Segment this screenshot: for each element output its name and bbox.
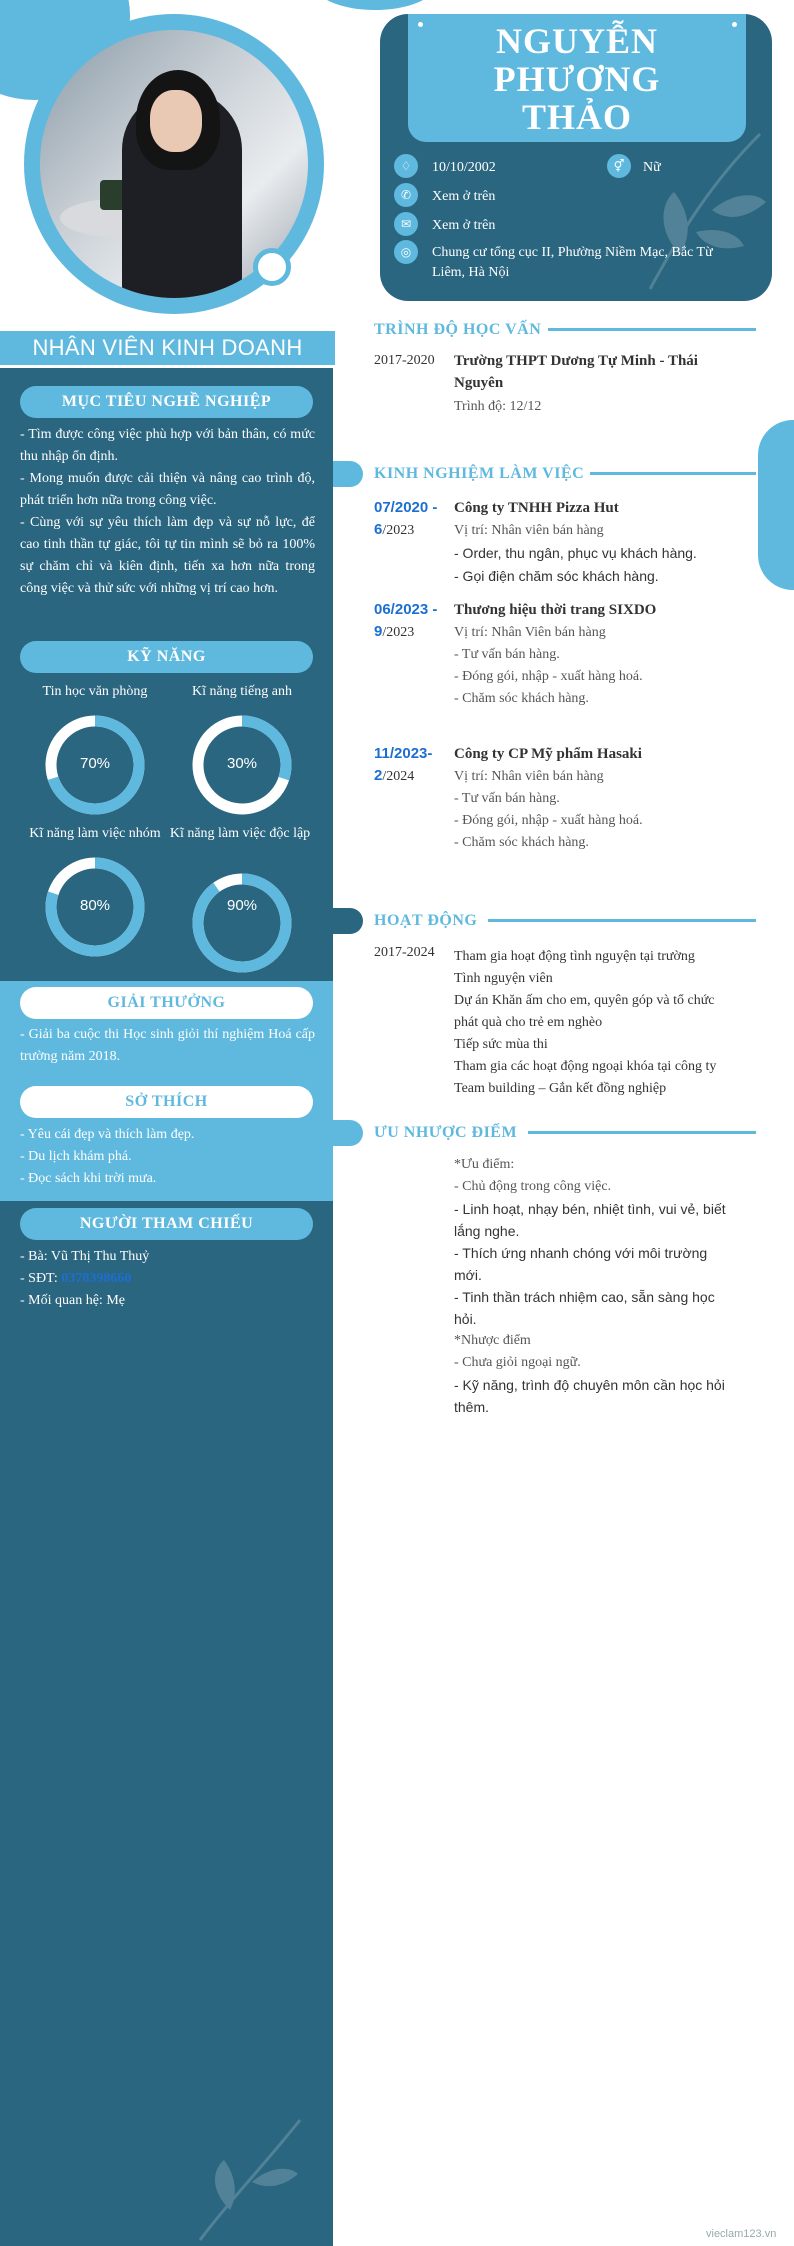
references-text (20, 1246, 315, 1312)
section-marker (333, 908, 363, 934)
reference-relation: - Mối quan hệ: Mẹ (20, 1293, 125, 1308)
skill-donut (190, 871, 294, 975)
job-duty: - Order, thu ngân, phục vụ khách hàng. (454, 545, 697, 561)
company-name: Công ty CP Mỹ phẩm Hasaki (454, 746, 642, 762)
job-duty: - Đóng gói, nhập - xuất hàng hoá. (454, 813, 643, 828)
job-duty: - Chăm sóc khách hàng. (454, 691, 589, 706)
hobbies-text (20, 1124, 315, 1190)
activities-list: Tham gia hoạt động tình nguyện tại trường Tình nguyện viên Dự án Khăn ấm cho em, quyên góp và tổ chức phát quà cho trẻ em nghèo Tiếp sức mùa thi Tham gia các hoạt động ngoại khóa tại công ty Team building – Gắn kết đồng nghiệp (454, 949, 717, 1096)
education-period: 2017-2020 (374, 353, 435, 368)
section-divider (528, 1131, 756, 1134)
job-period: 06/2023 - 9/2023 (374, 601, 438, 640)
strengths-heading: ƯU NHƯỢC ĐIỂM (374, 1124, 518, 1141)
section-divider (548, 328, 756, 331)
strengths-list: *Ưu điểm: - Chủ động trong công việc. - Linh hoạt, nhạy bén, nhiệt tình, vui vẻ, biết lắng nghe. - Thích ứng nhanh chóng với môi trường mới. - Tinh thần trách nhiệm cao, sẵn sàng học hỏi. *Nhược điểm - Chưa giỏi ngoại ngữ. - Kỹ năng, trình độ chuyên môn cần học hỏi thêm. (454, 1157, 726, 1415)
awards-line: - Giải ba cuộc thi Học sinh giỏi thí nghiệm Hoá cấp trường năm 2018. (20, 1027, 315, 1064)
job-period: 11/2023- 2/2024 (374, 745, 433, 784)
skills-heading: KỸ NĂNG (20, 641, 313, 673)
section-marker (333, 461, 363, 487)
job-duty: - Đóng gói, nhập - xuất hàng hoá. (454, 669, 643, 684)
activities-period: 2017-2024 (374, 945, 435, 960)
skill-percent: 30% (226, 755, 258, 772)
section-marker (333, 1120, 363, 1146)
job-duty: - Tư vấn bán hàng. (454, 647, 560, 662)
company-name: Công ty TNHH Pizza Hut (454, 500, 619, 516)
education-detail: Trình độ: 12/12 (454, 399, 542, 414)
skill-label: Kĩ năng làm việc độc lập (169, 826, 311, 841)
skill-percent: 70% (79, 755, 111, 772)
candidate-name: NGUYỄN PHƯƠNG THẢO (493, 21, 661, 137)
awards-text (20, 1024, 315, 1068)
job-duty: - Tư vấn bán hàng. (454, 791, 560, 806)
job-position: Vị trí: Nhân viên bán hàng (454, 769, 604, 784)
awards-heading: GIẢI THƯỞNG (20, 987, 313, 1019)
skill-label: Kĩ năng làm việc nhóm (29, 826, 161, 841)
company-name: Thương hiệu thời trang SIXDO (454, 602, 657, 618)
phone-icon: ✆ (394, 183, 418, 207)
job-position: Vị trí: Nhân Viên bán hàng (454, 625, 606, 640)
job-duty: - Chăm sóc khách hàng. (454, 835, 589, 850)
education-heading: TRÌNH ĐỘ HỌC VẤN (374, 321, 542, 338)
email-icon: ✉ (394, 212, 418, 236)
skill-label: Kĩ năng tiếng anh (192, 684, 292, 699)
leaf-decor-icon (190, 2110, 310, 2246)
birthdate: 10/10/2002 (432, 160, 496, 175)
references-heading: NGƯỜI THAM CHIẾU (20, 1208, 313, 1240)
job-position: Vị trí: Nhân viên bán hàng (454, 523, 604, 538)
phone[interactable]: Xem ở trên (432, 189, 496, 204)
hobby-line: - Đọc sách khi trời mưa. (20, 1171, 157, 1186)
section-divider (488, 919, 756, 922)
job-duty: - Gọi điện chăm sóc khách hàng. (454, 568, 659, 584)
email[interactable]: Xem ở trên (432, 218, 496, 233)
watermark: vieclam123.vn (706, 2228, 777, 2240)
objective-line: - Tìm được công việc phù hợp với bản thân, có mức thu nhập ổn định. (20, 427, 315, 464)
skill-percent: 90% (226, 897, 258, 914)
job-period: 07/2020 - 6/2023 (374, 499, 438, 538)
cake-icon: ♢ (394, 154, 418, 178)
skill-label: Tin học văn phòng (42, 684, 148, 699)
gender-icon: ⚥ (607, 154, 631, 178)
decor-blob (758, 420, 794, 590)
reference-phone: - SĐT: 0378398660 (20, 1271, 132, 1286)
reference-phone-value[interactable]: 0378398660 (61, 1271, 132, 1286)
decor-blob (315, 0, 435, 10)
hobby-line: - Yêu cái đẹp và thích làm đẹp. (20, 1127, 195, 1142)
hobbies-heading: SỞ THÍCH (20, 1086, 313, 1118)
location-icon: ◎ (394, 240, 418, 264)
objective-heading: MỤC TIÊU NGHỀ NGHIỆP (20, 386, 313, 418)
experience-heading: KINH NGHIỆM LÀM VIỆC (374, 465, 585, 482)
objective-line: - Mong muốn được cải thiện và nâng cao trình độ, phát triển hơn nữa trong công việc. (20, 471, 315, 508)
gender: Nữ (643, 160, 661, 175)
objective-text (20, 424, 315, 600)
address: Chung cư tổng cục II, Phường Niềm Mạc, Bắc Từ Liêm, Hà Nội (432, 245, 713, 280)
skill-percent: 80% (79, 897, 111, 914)
activities-heading: HOẠT ĐỘNG (374, 912, 478, 929)
section-divider (590, 472, 756, 475)
hobby-line: - Du lịch khám phá. (20, 1149, 132, 1164)
reference-name: - Bà: Vũ Thị Thu Thuỷ (20, 1249, 150, 1264)
school-name: Trường THPT Dương Tự Minh - Thái Nguyên (454, 353, 698, 391)
decor-circle (253, 248, 291, 286)
job-title: NHÂN VIÊN KINH DOANH (0, 331, 335, 365)
objective-line: - Cùng với sự yêu thích làm đẹp và sự nỗ lực, để cao tinh thần tự giác, tôi tự tin mình sẽ bỏ ra 100% sự chăm chỉ và kiên định, tiến xa hơn nữa trong công việc và thử sức với những vị trí cao hơn. (20, 515, 315, 596)
